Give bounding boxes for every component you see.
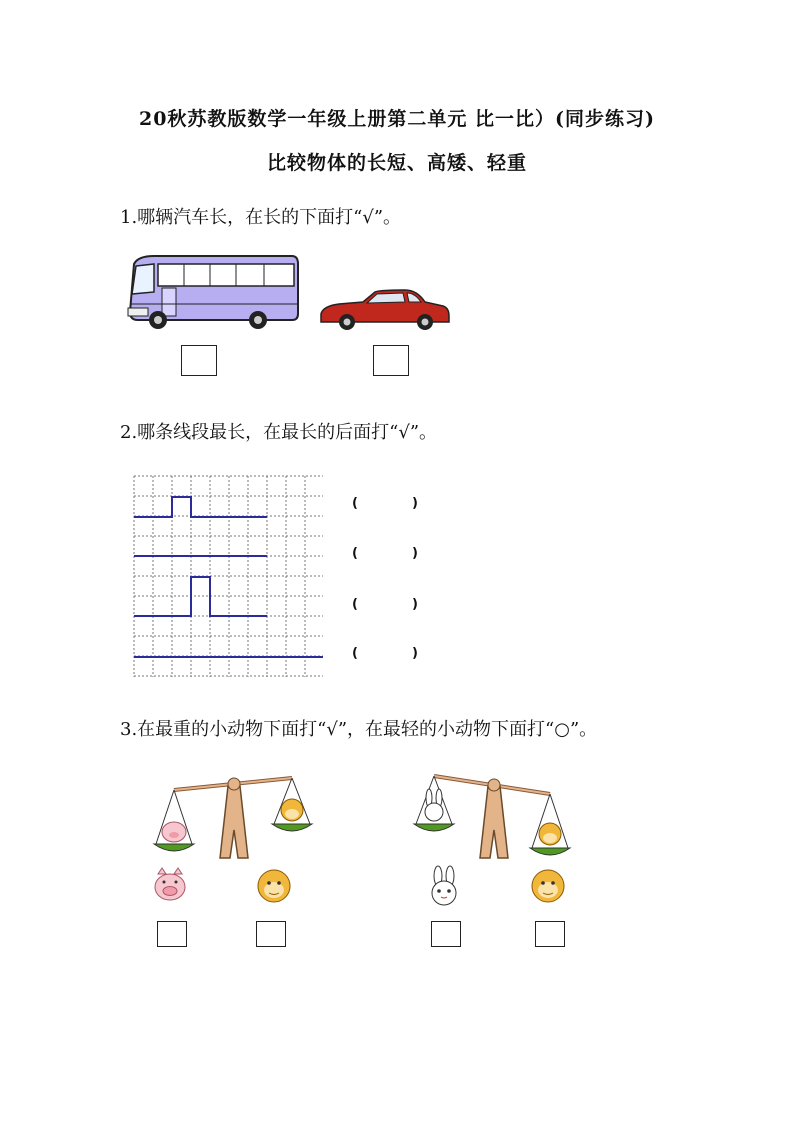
balance-scale-1 xyxy=(150,768,310,864)
page-subtitle: 比较物体的长短、高矮、轻重 xyxy=(266,152,527,174)
car-illustration xyxy=(317,288,451,332)
answer-box-monkey-1[interactable] xyxy=(256,921,286,947)
question-1-text: 1.哪辆汽车长，在长的下面打“√”。 xyxy=(120,207,402,228)
question-3-text: 3.在最重的小动物下面打“√”，在最轻的小动物下面打“○”。 xyxy=(120,719,598,740)
answer-paren-1-close: ) xyxy=(412,496,418,511)
answer-paren-4-close: ) xyxy=(412,646,418,661)
answer-box-bus[interactable] xyxy=(181,345,217,376)
page-title: 20秋苏教版数学一年级上册第二单元 比一比）(同步练习) xyxy=(138,108,656,130)
rabbit-icon xyxy=(425,789,443,821)
rabbit-icon xyxy=(426,866,462,906)
answer-box-pig[interactable] xyxy=(157,921,187,947)
answer-paren-2-open: ( xyxy=(352,546,358,561)
question-2-text: 2.哪条线段最长，在最长的后面打“√”。 xyxy=(120,422,438,443)
monkey-icon xyxy=(539,823,561,845)
pig-icon xyxy=(162,822,186,842)
segment-grid xyxy=(134,476,324,678)
pig-icon xyxy=(152,868,188,902)
bus-illustration xyxy=(124,252,302,330)
segment-1 xyxy=(134,497,267,517)
answer-paren-3-close: ) xyxy=(412,597,418,612)
answer-box-monkey-2[interactable] xyxy=(535,921,565,947)
monkey-icon xyxy=(281,799,303,821)
answer-paren-3-open: ( xyxy=(352,597,358,612)
answer-paren-4-open: ( xyxy=(352,646,358,661)
monkey-icon xyxy=(530,868,566,904)
monkey-icon xyxy=(256,868,292,904)
answer-box-car[interactable] xyxy=(373,345,409,376)
answer-box-rabbit[interactable] xyxy=(431,921,461,947)
balance-scale-2 xyxy=(414,768,574,864)
answer-paren-2-close: ) xyxy=(412,546,418,561)
answer-paren-1-open: ( xyxy=(352,496,358,511)
